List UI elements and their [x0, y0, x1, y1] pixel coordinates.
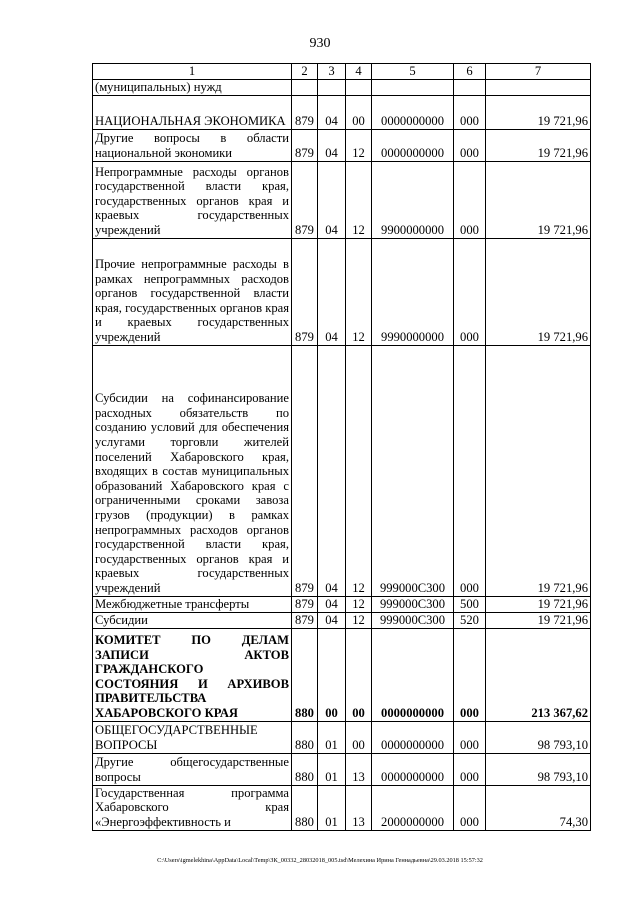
- amount-cell: 19 721,96: [486, 612, 591, 628]
- section-code-cell: 04: [318, 161, 346, 238]
- table-row: [93, 596, 591, 612]
- budget-table: [92, 63, 591, 831]
- admin-code-cell: 880: [292, 628, 318, 721]
- subsection-code-cell: 00: [346, 95, 372, 129]
- subsection-code-cell: 13: [346, 785, 372, 830]
- row-name-cell: Межбюджетные трансферты: [93, 596, 292, 612]
- footer-file-path: C:\Users\igmelekhina\AppData\Local\Temp\ЗК_00332_28032018_005.tsd\Мелехина Ирина Геннадьевна\29.03.2018 15:57:32: [157, 857, 483, 864]
- admin-code-cell: [292, 79, 318, 95]
- amount-cell: 19 721,96: [486, 129, 591, 161]
- target-article-cell: 0000000000: [372, 95, 454, 129]
- table-header-row: [93, 64, 591, 80]
- column-header: 3: [318, 64, 346, 80]
- section-code-cell: 01: [318, 721, 346, 753]
- expense-type-cell: 000: [454, 628, 486, 721]
- subsection-code-cell: 12: [346, 345, 372, 596]
- column-header: 2: [292, 64, 318, 80]
- table-row: [93, 785, 591, 830]
- target-article-cell: 0000000000: [372, 753, 454, 785]
- target-article-cell: 999000С300: [372, 345, 454, 596]
- amount-cell: 213 367,62: [486, 628, 591, 721]
- amount-cell: 19 721,96: [486, 596, 591, 612]
- subsection-code-cell: 12: [346, 596, 372, 612]
- expense-type-cell: 000: [454, 129, 486, 161]
- expense-type-cell: 000: [454, 238, 486, 345]
- admin-code-cell: 880: [292, 721, 318, 753]
- column-header: 1: [93, 64, 292, 80]
- amount-cell: [486, 79, 591, 95]
- admin-code-cell: 879: [292, 238, 318, 345]
- section-code-cell: 00: [318, 628, 346, 721]
- target-article-cell: 2000000000: [372, 785, 454, 830]
- table-row: [93, 95, 591, 129]
- target-article-cell: 9900000000: [372, 161, 454, 238]
- section-code-cell: 01: [318, 785, 346, 830]
- admin-code-cell: 879: [292, 161, 318, 238]
- section-code-cell: 04: [318, 612, 346, 628]
- section-code-cell: 04: [318, 345, 346, 596]
- admin-code-cell: 880: [292, 753, 318, 785]
- expense-type-cell: [454, 79, 486, 95]
- admin-code-cell: 879: [292, 612, 318, 628]
- table-body: [93, 79, 591, 830]
- section-code-cell: 01: [318, 753, 346, 785]
- subsection-code-cell: 12: [346, 238, 372, 345]
- target-article-cell: 0000000000: [372, 628, 454, 721]
- row-name-cell: Другие общегосударственные вопросы: [93, 753, 292, 785]
- target-article-cell: 999000С300: [372, 612, 454, 628]
- target-article-cell: 0000000000: [372, 721, 454, 753]
- amount-cell: 19 721,96: [486, 238, 591, 345]
- expense-type-cell: 000: [454, 721, 486, 753]
- row-name-cell: Субсидии на софинансирование расходных обязательств по созданию условий для обеспечения услугами торговли жителей поселений Хабаровского края, входящих в состав муниципальных образований Хабаровского края с ограниченными сроками завоза грузов (продукции) в рамках непрограммных расходов органов государственной власти края, государственных органов края и краевых государственных учреждений: [93, 345, 292, 596]
- section-code-cell: 04: [318, 95, 346, 129]
- subsection-code-cell: [346, 79, 372, 95]
- admin-code-cell: 880: [292, 785, 318, 830]
- subsection-code-cell: 00: [346, 721, 372, 753]
- target-article-cell: [372, 79, 454, 95]
- admin-code-cell: 879: [292, 596, 318, 612]
- expense-type-cell: 000: [454, 95, 486, 129]
- table-row: [93, 161, 591, 238]
- target-article-cell: 999000С300: [372, 596, 454, 612]
- row-name-cell: Субсидии: [93, 612, 292, 628]
- amount-cell: 74,30: [486, 785, 591, 830]
- row-name-cell: Другие вопросы в области национальной экономики: [93, 129, 292, 161]
- row-name-cell: НАЦИОНАЛЬНАЯ ЭКОНОМИКА: [93, 95, 292, 129]
- column-header: 5: [372, 64, 454, 80]
- admin-code-cell: 879: [292, 129, 318, 161]
- section-code-cell: [318, 79, 346, 95]
- target-article-cell: 0000000000: [372, 129, 454, 161]
- expense-type-cell: 000: [454, 753, 486, 785]
- amount-cell: 98 793,10: [486, 753, 591, 785]
- column-header: 6: [454, 64, 486, 80]
- expense-type-cell: 000: [454, 345, 486, 596]
- expense-type-cell: 000: [454, 161, 486, 238]
- table-row: [93, 345, 591, 596]
- expense-type-cell: 500: [454, 596, 486, 612]
- target-article-cell: 9990000000: [372, 238, 454, 345]
- section-code-cell: 04: [318, 238, 346, 345]
- amount-cell: 19 721,96: [486, 161, 591, 238]
- admin-code-cell: 879: [292, 345, 318, 596]
- section-code-cell: 04: [318, 129, 346, 161]
- expense-type-cell: 520: [454, 612, 486, 628]
- table-row: [93, 612, 591, 628]
- subsection-code-cell: 13: [346, 753, 372, 785]
- row-name-cell: Государственная программа Хабаровского края «Энергоэффективность и: [93, 785, 292, 830]
- amount-cell: 98 793,10: [486, 721, 591, 753]
- table-row: [93, 79, 591, 95]
- row-name-cell: ОБЩЕГОСУДАРСТВЕННЫЕ ВОПРОСЫ: [93, 721, 292, 753]
- row-name-cell: Непрограммные расходы органов государственной власти края, государственных органов края и краевых государственных учреждений: [93, 161, 292, 238]
- table-row: [93, 753, 591, 785]
- page-number: 930: [309, 36, 331, 51]
- subsection-code-cell: 12: [346, 129, 372, 161]
- section-code-cell: 04: [318, 596, 346, 612]
- table-row: [93, 628, 591, 721]
- subsection-code-cell: 00: [346, 628, 372, 721]
- admin-code-cell: 879: [292, 95, 318, 129]
- subsection-code-cell: 12: [346, 161, 372, 238]
- row-name-cell: КОМИТЕТ ПО ДЕЛАМ ЗАПИСИ АКТОВ ГРАЖДАНСКОГО СОСТОЯНИЯ И АРХИВОВ ПРАВИТЕЛЬСТВА ХАБАРОВСКОГО КРАЯ: [93, 628, 292, 721]
- subsection-code-cell: 12: [346, 612, 372, 628]
- expense-type-cell: 000: [454, 785, 486, 830]
- column-header: 4: [346, 64, 372, 80]
- row-name-cell: (муниципальных) нужд: [93, 79, 292, 95]
- row-name-cell: Прочие непрограммные расходы в рамках непрограммных расходов органов государственной власти края, государственных органов края и краевых государственных учреждений: [93, 238, 292, 345]
- table-row: [93, 129, 591, 161]
- amount-cell: 19 721,96: [486, 95, 591, 129]
- table-row: [93, 721, 591, 753]
- amount-cell: 19 721,96: [486, 345, 591, 596]
- table-row: [93, 238, 591, 345]
- column-header: 7: [486, 64, 591, 80]
